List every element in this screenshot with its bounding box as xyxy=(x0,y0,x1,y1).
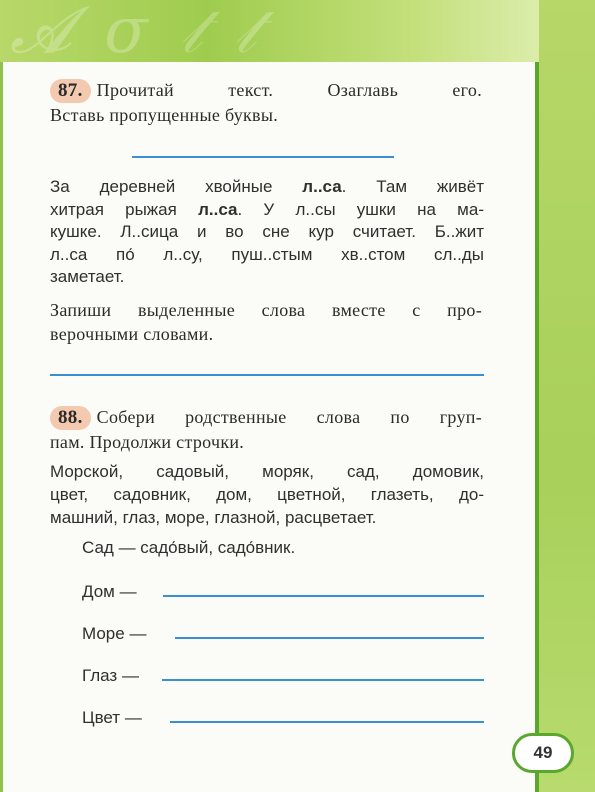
task-line: Запиши выделенные слова вместе с про- xyxy=(50,300,482,320)
answer-line-dom[interactable] xyxy=(163,595,484,597)
instruction-line: Собери родственные слова по груп- xyxy=(96,407,482,427)
text-segment: . Там живёт xyxy=(341,177,485,196)
text-segment: . У л..сы ушки на ма- xyxy=(237,199,484,219)
highlighted-word: л..са xyxy=(302,177,342,196)
text-line xyxy=(50,244,484,267)
text-segment: За деревней хвойные xyxy=(50,177,303,196)
text-segment: заметает. xyxy=(50,267,125,286)
text-line xyxy=(50,176,484,199)
answer-line-glaz[interactable] xyxy=(162,679,484,681)
exercise-87-instruction xyxy=(50,78,482,127)
exercise-87-task xyxy=(50,298,482,346)
text-segment: л..са по́ л..су, пуш..стым хв..стом сл..ды xyxy=(50,244,484,264)
header-decoration xyxy=(0,0,595,68)
exercise-88-instruction xyxy=(50,405,482,454)
left-edge-line xyxy=(0,62,3,792)
word-list xyxy=(50,460,484,529)
row-label-more: Море — xyxy=(82,624,147,643)
answer-line[interactable] xyxy=(50,374,484,376)
decorative-letters: 𝓐 σ 𝓉 𝓉 xyxy=(10,0,263,68)
page-number: 49 xyxy=(533,743,553,762)
instruction-line: Вставь пропущенные буквы. xyxy=(50,105,279,125)
page-number-badge xyxy=(512,733,574,773)
text-line xyxy=(50,199,484,222)
text-segment: хитрая рыжая xyxy=(50,199,199,219)
text-segment: кушке. Л..сица и во сне кур считает. Б..жит xyxy=(50,222,484,241)
exercise-87-number: 87. xyxy=(50,79,91,103)
task-line: верочными словами. xyxy=(50,324,214,344)
text-line xyxy=(50,221,484,244)
example-line: Сад — садо́вый, садо́вник. xyxy=(82,538,296,557)
title-answer-line[interactable] xyxy=(132,156,394,158)
row-label-dom: Дом — xyxy=(82,582,137,601)
row-label-glaz: Глаз — xyxy=(82,666,139,685)
word-list-line: машний, глаз, море, глазной, расцветает. xyxy=(50,508,377,527)
exercise-87-text xyxy=(50,176,484,289)
answer-line-tsvet[interactable] xyxy=(170,721,484,723)
text-line xyxy=(50,266,484,289)
instruction-line: пам. Продолжи строчки. xyxy=(50,432,245,452)
exercise-88-number: 88. xyxy=(50,406,91,430)
instruction-line: Прочитай текст. Озаглавь его. xyxy=(96,80,482,100)
row-label-tsvet: Цвет — xyxy=(82,708,142,727)
margin-line xyxy=(535,62,539,792)
word-list-line: Морской, садовый, моряк, сад, домовик, xyxy=(50,462,484,481)
answer-line-more[interactable] xyxy=(175,637,484,639)
side-decoration xyxy=(539,0,595,792)
highlighted-word: л..са xyxy=(198,199,238,219)
word-list-line: цвет, садовник, дом, цветной, глазеть, до- xyxy=(50,485,484,504)
